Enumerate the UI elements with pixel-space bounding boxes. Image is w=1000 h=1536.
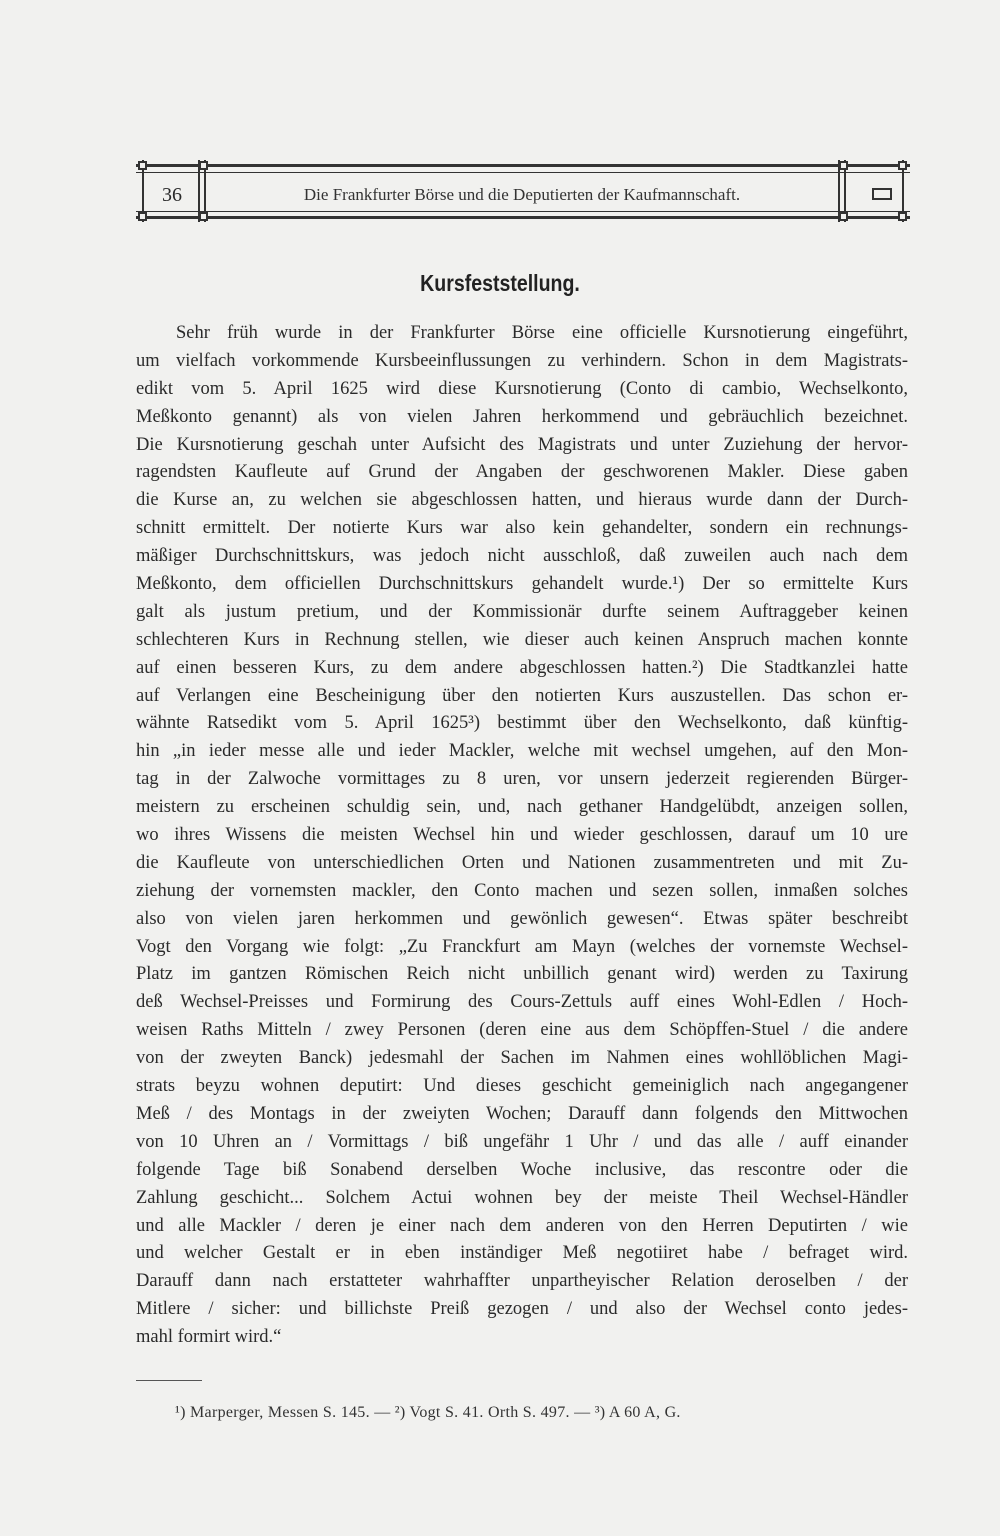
text-line: Zahlung geschicht... Solchem Actui wohnen bey der meiste Theil Wechsel-Händler <box>136 1187 908 1208</box>
footnote-rule <box>136 1380 202 1381</box>
text-line: und alle Mackler / deren je einer nach dem anderen von den Herren Deputirten / wie <box>136 1215 908 1236</box>
text-line: von der zweyten Banck) jedesmahl der Sachen im Nahmen eines wohllöblichen Magi- <box>136 1048 908 1069</box>
text-line: weisen Raths Mitteln / zwey Personen (deren eine aus dem Schöpffen-Stuel / die andere <box>136 1020 908 1041</box>
text-line: tag in der Zalwoche vormittages zu 8 uren, vor unsern jederzeit regierenden Bürger- <box>136 769 908 790</box>
text-line: meistern zu erscheinen schuldig sein, und, nach gethaner Handgelübdt, anzeigen sollen, <box>136 797 908 818</box>
text-line: Die Kursnotierung geschah unter Aufsicht des Magistrats und unter Zuziehung der hervor- <box>136 434 908 455</box>
text-line: galt als justum pretium, und der Kommissionär durfte seinem Auftraggeber keinen <box>136 601 908 622</box>
section-title: Kursfeststellung. <box>420 270 580 296</box>
text-line: folgende Tage biß Sonabend derselben Woche inclusive, das rescontre oder die <box>136 1159 908 1180</box>
body-text <box>136 320 908 1352</box>
text-line: Meß / des Montags in der zweiyten Wochen; Darauff dann folgends den Mittwochen <box>136 1103 908 1124</box>
text-line: ragendsten Kaufleute auf Grund der Angaben der geschworenen Makler. Diese gaben <box>136 462 908 483</box>
text-line: schlechteren Kurs in Rechnung stellen, wie dieser auch keinen Anspruch machen konnte <box>136 629 908 650</box>
page-number: 36 <box>162 184 182 206</box>
text-line: und welcher Gestalt er in eben inständiger Meß negotiiret habe / befraget wird. <box>136 1243 908 1264</box>
text-line: von 10 Uhren an / Vormittags / biß ungefähr 1 Uhr / und das alle / auff einander <box>136 1131 908 1152</box>
text-line: Darauff dann nach erstatteter wahrhaffter unpartheyischer Relation deroselben / der <box>136 1271 908 1292</box>
running-title: Die Frankfurter Börse und die Deputierten der Kaufmannschaft. <box>303 185 741 204</box>
text-line: wo ihres Wissens die meisten Wechsel hin und wieder geschlossen, darauf um 10 ure <box>136 825 908 846</box>
text-line: die Kaufleute von unterschiedlichen Orten und Nationen zusammentreten und mit Zu- <box>136 852 908 873</box>
text-line: wähnte Ratsedikt vom 5. April 1625³) bestimmt über den Wechselkonto, daß künftig- <box>136 713 908 734</box>
text-line: also von vielen jaren herkommen und gewönlich gewesen“. Etwas später beschreibt <box>136 908 908 929</box>
footnotes: ¹) Marperger, Messen S. 145. — ²) Vogt S. 41. Orth S. 497. — ³) A 60 A, G. <box>175 1404 681 1421</box>
text-line: Mitlere / sicher: und billichste Preiß gezogen / und also der Wechsel conto jedes- <box>136 1299 908 1320</box>
text-line: mahl formirt wird.“ <box>136 1327 282 1348</box>
text-line: strats beyzu wohnen deputirt: Und dieses geschicht gemeiniglich nach angegangener <box>136 1076 908 1097</box>
text-line: edikt vom 5. April 1625 wird diese Kursnotierung (Conto di cambio, Wechselkonto, <box>136 378 908 399</box>
text-line: deß Wechsel-Preisses und Formirung des Cours-Zettuls auff eines Wohl-Edlen / Hoch- <box>136 992 908 1013</box>
text-line: ziehung der vornemsten mackler, den Conto machen und sezen sollen, inmaßen solches <box>136 880 908 901</box>
text-line: schnitt ermittelt. Der notierte Kurs war also kein gehandelter, sondern ein rechnungs- <box>136 518 908 539</box>
text-line: die Kurse an, zu welchen sie abgeschlossen hatten, und hieraus wurde dann der Durch- <box>136 490 908 511</box>
text-line: auf Verlangen eine Bescheinigung über den notierten Kurs auszustellen. Das schon er- <box>136 685 908 706</box>
text-line: auf einen besseren Kurs, zu dem andere abgeschlossen hatten.²) Die Stadtkanzlei hatte <box>136 657 908 678</box>
text-line: um vielfach vorkommende Kursbeeinflussungen zu verhindern. Schon in dem Magistrats- <box>136 350 908 371</box>
text-line: Meßkonto genannt) als von vielen Jahren herkommend und gebräuchlich bezeichnet. <box>136 406 908 427</box>
running-header <box>136 160 910 222</box>
text-line: hin „in ieder messe alle und ieder Mackler, welche mit wechsel umgehen, auf den Mon- <box>136 741 908 762</box>
text-line: Platz im gantzen Römischen Reich nicht unbillich genant wird) werden zu Taxirung <box>136 964 908 985</box>
text-line: Sehr früh wurde in der Frankfurter Börse eine officielle Kursnotierung eingeführt, <box>176 323 908 343</box>
text-line: mäßiger Durchschnittskurs, was jedoch nicht ausschloß, daß zuweilen auch nach dem <box>136 546 908 567</box>
ornament-rectangle-icon <box>872 188 892 200</box>
text-line: Meßkonto, dem officiellen Durchschnittskurs gehandelt wurde.¹) Der so ermittelte Kurs <box>136 574 908 595</box>
text-line: Vogt den Vorgang wie folgt: „Zu Franckfurt am Mayn (welches der vornemste Wechsel- <box>136 936 908 957</box>
